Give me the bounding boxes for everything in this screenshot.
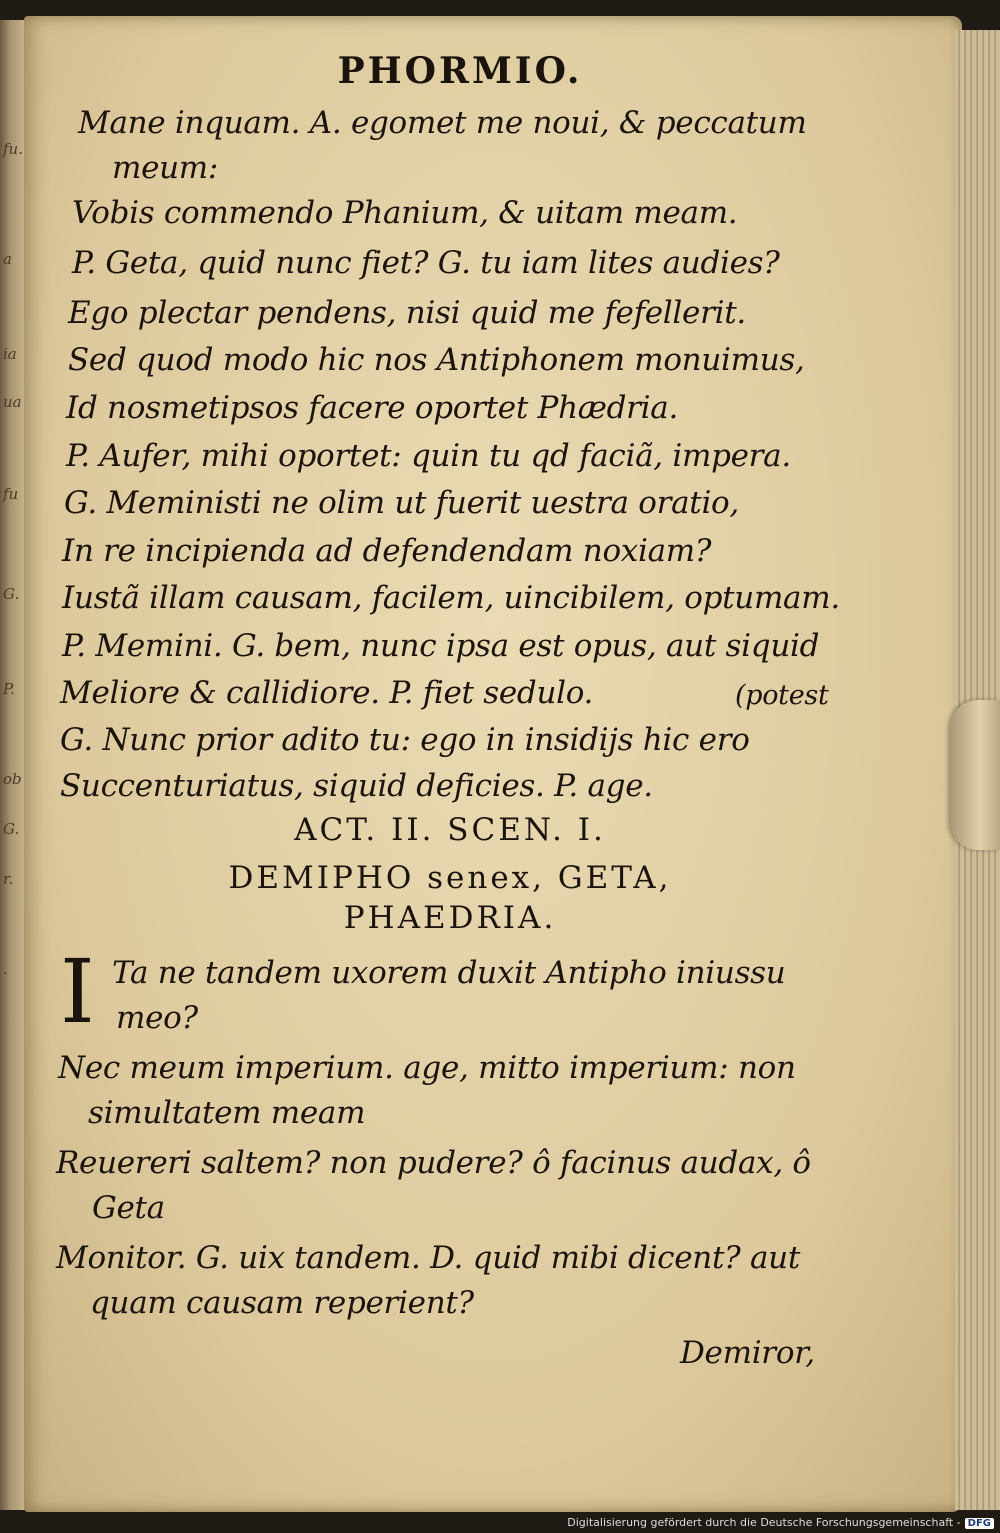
verse-line: Mane inquam. A. egomet me noui, & peccatum (78, 105, 807, 141)
verse-line: Iustã illam causam, facilem, uincibilem, optumam. (62, 580, 840, 616)
catchword: Demiror, (680, 1335, 815, 1371)
verse-line: Vobis commendo Phanium, & uitam meam. (72, 195, 738, 231)
bleed-fragment: ob (3, 770, 22, 788)
verse-line: Ta ne tandem uxorem duxit Antipho iniussu (112, 955, 786, 991)
verse-line: Succenturiatus, siquid deficies. P. age. (60, 768, 653, 804)
turnover-word: (potest (735, 680, 829, 711)
verse-line: Id nosmetipsos facere oportet Phædria. (66, 390, 679, 426)
verse-line: Sed quod modo hic nos Antiphonem monuimus, (68, 342, 805, 378)
verse-line: G. Nunc prior adito tu: ego in insidijs hic ero (60, 722, 750, 758)
verse-line: Meliore & callidiore. P. fiet sedulo. (60, 675, 594, 711)
verse-line: Nec meum imperium. age, mitto imperium: non (58, 1050, 796, 1086)
drop-capital: I (60, 940, 95, 1043)
bleed-fragment: r. (3, 870, 14, 888)
verse-line: Geta (92, 1190, 165, 1226)
scene-heading: ACT. II. SCEN. I. (294, 812, 606, 848)
verse-line: P. Aufer, mihi oportet: quin tu qd faciã, impera. (66, 438, 791, 474)
verse-line: G. Meministi ne olim ut fuerit uestra oratio, (64, 485, 739, 521)
verse-line: Reuereri saltem? non pudere? ô facinus audax, ô (56, 1145, 811, 1181)
verse-line: quam causam reperient? (90, 1285, 474, 1321)
bleed-fragment: fu. (3, 140, 23, 158)
digitization-footer (567, 1516, 994, 1529)
verse-line: Ego plectar pendens, nisi quid me fefellerit. (68, 295, 746, 331)
verse-line: meum: (112, 150, 219, 186)
verse-line: simultatem meam (88, 1095, 366, 1131)
running-head: PHORMIO. (337, 50, 583, 92)
characters-line: DEMIPHO senex, GETA, (228, 860, 672, 896)
characters-line: PHAEDRIA. (343, 900, 557, 936)
verse-line: meo? (116, 1000, 198, 1036)
bleed-fragment: fu (3, 485, 19, 503)
verse-line: In re incipienda ad defendendam noxiam? (62, 533, 712, 569)
bleed-fragment: . (3, 960, 8, 978)
bleed-fragment: P. (3, 680, 15, 698)
bleed-fragment: G. (3, 820, 20, 838)
dfg-logo: DFG (965, 1518, 994, 1529)
footer-text: Digitalisierung gefördert durch die Deutsche Forschungsgemeinschaft - (567, 1516, 961, 1529)
bleed-fragment: ua (3, 393, 22, 411)
verse-line: P. Geta, quid nunc fiet? G. tu iam lites audies? (72, 245, 780, 281)
bleed-fragment: a (3, 250, 12, 268)
verse-line: P. Memini. G. bem, nunc ipsa est opus, aut siquid (62, 628, 820, 664)
verse-line: Monitor. G. uix tandem. D. quid mibi dicent? aut (56, 1240, 800, 1276)
bleed-fragment: ia (3, 345, 17, 363)
bleed-fragment: G. (3, 585, 20, 603)
